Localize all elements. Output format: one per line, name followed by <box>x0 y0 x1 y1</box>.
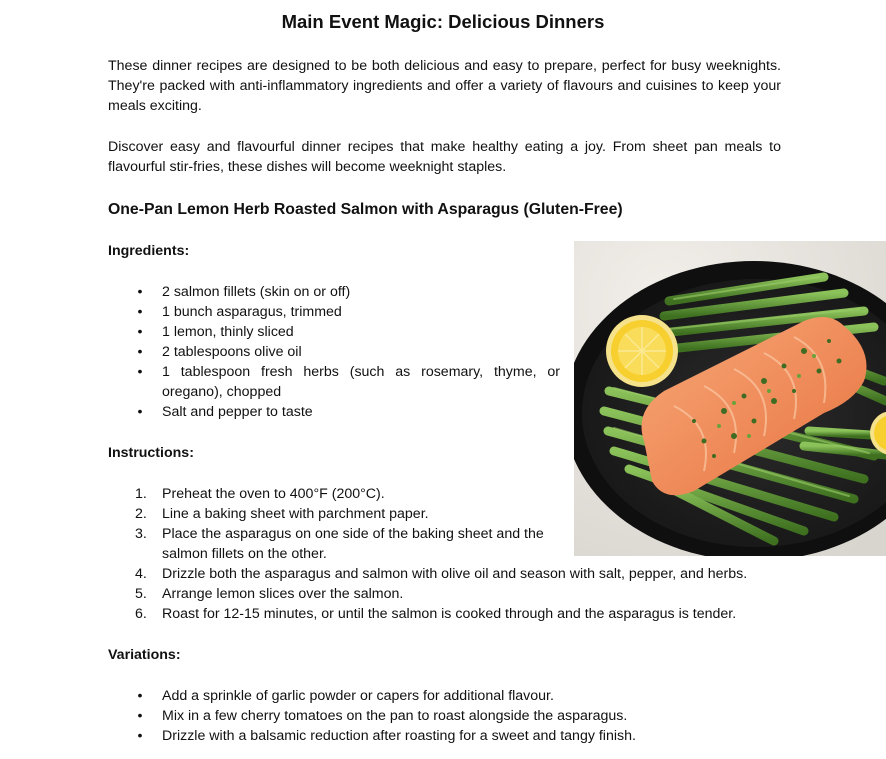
bullet-marker: • <box>137 284 143 300</box>
number-marker: 4. <box>135 566 147 582</box>
recipe-title: One-Pan Lemon Herb Roasted Salmon with Asparagus (Gluten-Free) <box>108 201 623 218</box>
salmon-asparagus-photo <box>574 241 886 556</box>
intro-paragraph-1: These dinner recipes are designed to be both delicious and easy to prepare, perfect for busy weeknights. They're packed with anti-inflammatory ingredients and offer a variety of flavours and cuisines to keep your meals exciting. <box>108 58 781 114</box>
bullet-marker: • <box>137 344 143 360</box>
ingredient-text: 1 tablespoon fresh herbs (such as rosemary, thyme, or oregano), chopped <box>162 364 560 400</box>
ingredients-list <box>108 282 560 422</box>
bullet-marker: • <box>137 688 143 704</box>
ingredient-text: 1 lemon, thinly sliced <box>162 324 294 340</box>
variations-heading: Variations: <box>108 647 181 663</box>
list-item <box>108 726 788 746</box>
list-item <box>108 302 560 322</box>
instruction-text: Drizzle both the asparagus and salmon with olive oil and season with salt, pepper, and herbs. <box>162 566 748 582</box>
list-item <box>108 686 788 706</box>
bullet-marker: • <box>137 304 143 320</box>
list-item <box>108 362 560 402</box>
number-marker: 6. <box>135 606 147 622</box>
bullet-marker: • <box>137 708 143 724</box>
list-item <box>108 402 560 422</box>
variations-list <box>108 686 788 746</box>
number-marker: 5. <box>135 586 147 602</box>
variation-text: Drizzle with a balsamic reduction after roasting for a sweet and tangy finish. <box>162 728 636 744</box>
instruction-text: Preheat the oven to 400°F (200°C). <box>162 486 385 502</box>
ingredient-text: 1 bunch asparagus, trimmed <box>162 304 342 320</box>
intro-paragraph-2: Discover easy and flavourful dinner recipes that make healthy eating a joy. From sheet pan meals to flavourful stir-fries, these dishes will become weeknight staples. <box>108 139 781 175</box>
number-marker: 1. <box>135 486 147 502</box>
bullet-marker: • <box>137 364 143 380</box>
bullet-marker: • <box>137 728 143 744</box>
instruction-text: Roast for 12-15 minutes, or until the salmon is cooked through and the asparagus is tender. <box>162 606 737 622</box>
list-item <box>108 564 788 584</box>
variation-text: Add a sprinkle of garlic powder or capers for additional flavour. <box>162 688 554 704</box>
instruction-text: Arrange lemon slices over the salmon. <box>162 586 404 602</box>
number-marker: 2. <box>135 506 147 522</box>
list-item <box>108 706 788 726</box>
list-item <box>108 322 560 342</box>
ingredient-text: 2 tablespoons olive oil <box>162 344 302 360</box>
ingredient-text: 2 salmon fillets (skin on or off) <box>162 284 351 300</box>
bullet-marker: • <box>137 324 143 340</box>
ingredients-heading: Ingredients: <box>108 243 190 259</box>
number-marker: 3. <box>135 526 147 542</box>
list-item <box>108 604 788 624</box>
page-title: Main Event Magic: Delicious Dinners <box>281 11 605 32</box>
ingredient-text: Salt and pepper to taste <box>162 404 313 420</box>
list-item <box>108 342 560 362</box>
list-item <box>108 282 560 302</box>
variation-text: Mix in a few cherry tomatoes on the pan to roast alongside the asparagus. <box>162 708 628 724</box>
instruction-text: Line a baking sheet with parchment paper. <box>162 506 429 522</box>
instructions-heading: Instructions: <box>108 445 194 461</box>
list-item <box>108 584 788 604</box>
lemon-slice <box>606 315 678 387</box>
instruction-text: Place the asparagus on one side of the baking sheet and the salmon fillets on the other. <box>162 526 544 562</box>
bullet-marker: • <box>137 404 143 420</box>
